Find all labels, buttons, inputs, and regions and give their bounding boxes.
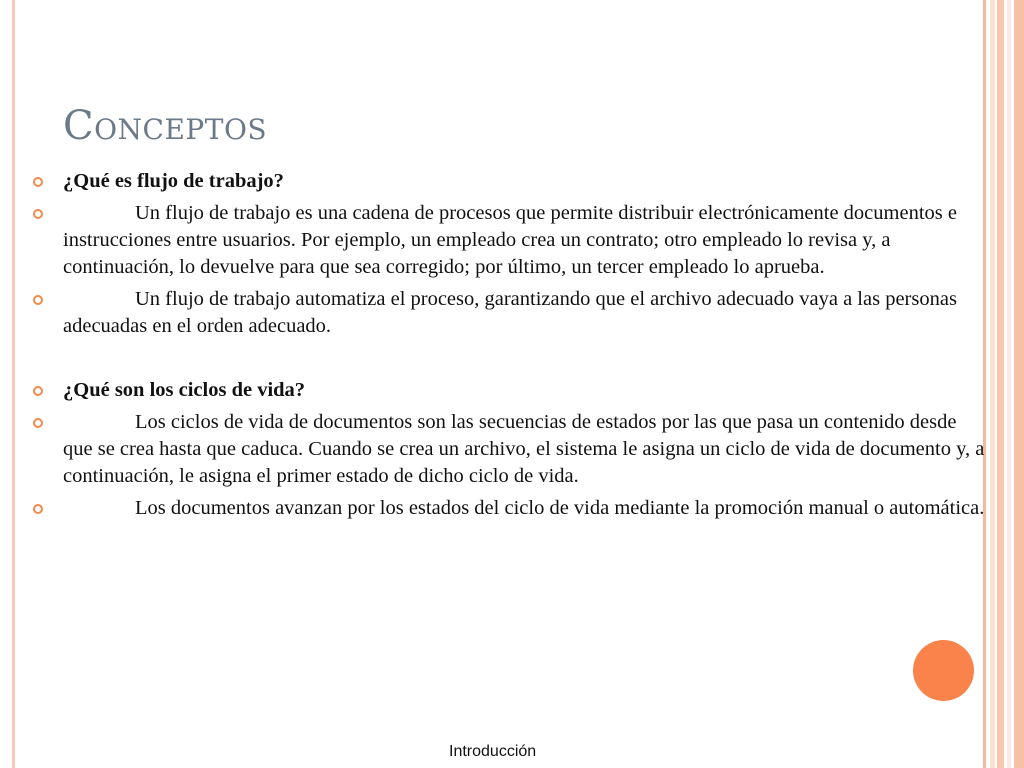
accent-circle bbox=[913, 640, 974, 701]
bullet-text: Los documentos avanzan por los estados del ciclo de vida mediante la promoción manual o automática. bbox=[135, 497, 985, 519]
question-heading: ¿Qué es flujo de trabajo? bbox=[63, 170, 284, 192]
bullet-item bbox=[30, 168, 985, 195]
ring-bullet-icon bbox=[33, 418, 43, 428]
ring-bullet-icon bbox=[33, 504, 43, 514]
right-decorative-stripe bbox=[1007, 0, 1011, 768]
ring-bullet-icon bbox=[33, 209, 43, 219]
bullet-text: Un flujo de trabajo automatiza el proceso, garantizando que el archivo adecuado vaya a las personas adecuadas en el orden adecuado. bbox=[63, 288, 957, 337]
right-decorative-stripe bbox=[1014, 0, 1024, 768]
ring-bullet-icon bbox=[33, 386, 43, 396]
ring-bullet-icon bbox=[33, 177, 43, 187]
bullet-item bbox=[30, 409, 985, 490]
bullet-item bbox=[30, 200, 985, 281]
bullet-item bbox=[30, 377, 985, 404]
ring-bullet-icon bbox=[33, 295, 43, 305]
question-heading: ¿Qué son los ciclos de vida? bbox=[63, 379, 306, 401]
bullet-text: Un flujo de trabajo es una cadena de procesos que permite distribuir electrónicamente documentos e instrucciones entre usuarios. Por ejemplo, un empleado crea un contrato; otro empleado lo revisa y, a continuación, lo devuelve para que sea corregido; por último, un tercer empleado lo aprueba. bbox=[63, 202, 957, 278]
bullet-list bbox=[30, 168, 985, 527]
right-decorative-stripe bbox=[990, 0, 995, 768]
slide-title: Conceptos bbox=[63, 103, 268, 149]
bullet-item bbox=[30, 286, 985, 340]
bullet-text: Los ciclos de vida de documentos son las secuencias de estados por las que pasa un contenido desde que se crea hasta que caduca. Cuando se crea un archivo, el sistema le asigna un ciclo de vida de documento y, a continuación, le asigna el primer estado de dicho ciclo de vida. bbox=[63, 411, 985, 487]
left-decorative-rule bbox=[12, 0, 15, 768]
bullet-item bbox=[30, 495, 985, 522]
right-decorative-stripe bbox=[997, 0, 1004, 768]
slide-footer: Introducción bbox=[449, 743, 537, 760]
